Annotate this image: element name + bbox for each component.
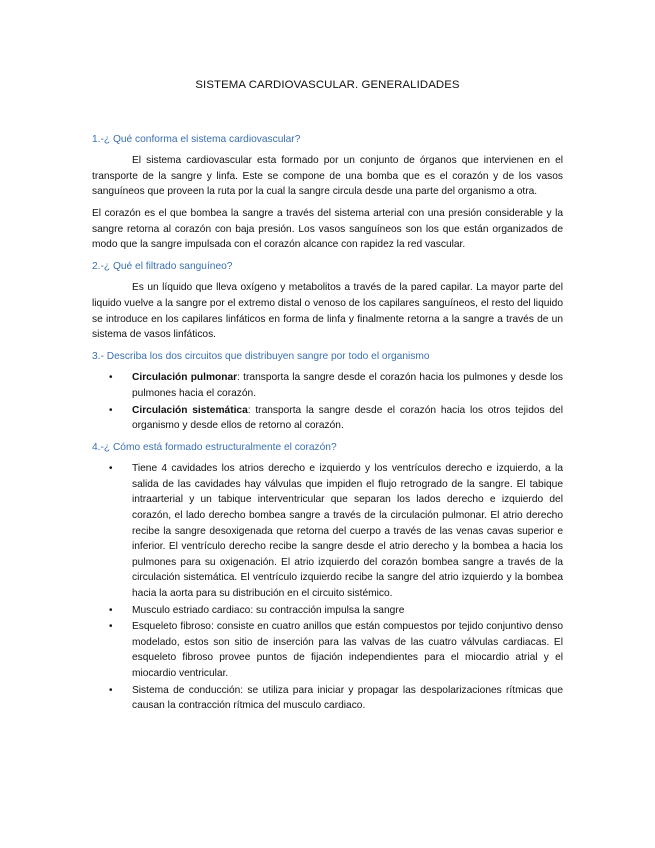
bullet-icon: • bbox=[109, 604, 113, 616]
list-item-text: Tiene 4 cavidades los atrios derecho e izquierdo y los ventrículos derecho e izquierdo, a la salida de las cavidades hay válvulas que impiden el flujo retrogrado de la sangre. El tabique intraarterial y un tabique interventricular que separan los lados derecho e izquierdo del corazón, el lado derecho bombea sangre a través de la circulación pulmonar. El atrio derecho recibe la sangre desoxigenada que retorna del cuerpo a través de las venas cavas superior e inferior. El ventrículo derecho recibe la sangre desde el atrio derecho y la bombea a hacia los pulmones para su oxigenación. El atrio izquierdo del corazón bombea sangre a través de la circulación sistemática. El ventrículo izquierdo recibe la sangre del atrio izquierdo y la bombea hacia la aorta para su distribución en el circuito sistémico. bbox=[132, 463, 563, 600]
list-item-text: Sistema de conducción: se utiliza para iniciar y propagar las despolarizaciones rítmicas que causan la contracción rítmica del musculo cardiaco. bbox=[132, 684, 563, 712]
bullet-icon: • bbox=[109, 621, 113, 633]
section-2-heading: 2.-¿ Qué el filtrado sanguíneo? bbox=[92, 260, 233, 272]
list-item-term: Circulación sistemática bbox=[132, 404, 248, 416]
section-1-paragraph-1: El sistema cardiovascular esta formado por un conjunto de órganos que intervienen en el transporte de la sangre y linfa. Este se compone de una bomba que es el corazón y de los vasos sanguíneos que proveen la ruta por la cual la sangre circula desde una parte del organismo a otra. bbox=[92, 155, 563, 198]
section-1-paragraph-2: El corazón es el que bombea la sangre a través del sistema arterial con una presión considerable y la sangre retorna al corazón con baja presión. Los vasos sanguíneos son los que están organizados de modo que la sangre impulsada con el corazón alcance con rapidez la red vascular. bbox=[92, 207, 563, 251]
document-title: SISTEMA CARDIOVASCULAR. GENERALIDADES bbox=[195, 79, 460, 91]
section-1 bbox=[92, 132, 563, 253]
bullet-icon: • bbox=[109, 684, 113, 696]
bullet-icon: • bbox=[109, 404, 113, 416]
list-item-text: : transporta la sangre desde el corazón hacia los otros tejidos del organismo y desde ellos de retorno al corazón. bbox=[132, 404, 563, 432]
list-item bbox=[92, 403, 563, 434]
list-item bbox=[92, 370, 563, 401]
section-4-heading: 4.-¿ Cómo está formado estructuralmente el corazón? bbox=[92, 441, 337, 453]
section-2-paragraph-1: Es un líquido que lleva oxígeno y metabolitos a través de la pared capilar. La mayor parte del liquido vuelve a la sangre por el extremo distal o venoso de los capilares sanguíneos, el resto del liquido se introduce en los capilares linfáticos en forma de linfa y finalmente retorna a la sangre a través de un sistema de vasos linfáticos. bbox=[92, 282, 563, 341]
section-1-heading: 1.-¿ Qué conforma el sistema cardiovascular? bbox=[92, 133, 301, 145]
bullet-icon: • bbox=[109, 463, 113, 475]
section-4-list bbox=[92, 461, 563, 714]
list-item bbox=[92, 683, 563, 714]
list-item-text: Esqueleto fibroso: consiste en cuatro anillos que están compuestos por tejido conjuntivo denso modelado, estos son sitio de inserción para las valvas de las cuatro válvulas cardiacas. El esqueleto fibroso provee puntos de fijación independientes para el miocardio atrial y el miocardio ventricular. bbox=[132, 621, 563, 679]
list-item bbox=[92, 619, 563, 681]
list-item-text: : transporta la sangre desde el corazón hacia los pulmones y desde los pulmones hacia el corazón. bbox=[132, 372, 563, 399]
section-3 bbox=[92, 349, 563, 434]
list-item bbox=[92, 461, 563, 601]
list-item-term: Circulación pulmonar bbox=[132, 372, 238, 384]
section-2 bbox=[92, 259, 563, 343]
section-4 bbox=[92, 440, 563, 714]
section-3-heading: 3.- Describa los dos circuitos que distribuyen sangre por todo el organismo bbox=[92, 350, 430, 362]
list-item-text: Musculo estriado cardiaco: su contracción impulsa la sangre bbox=[132, 604, 405, 616]
bullet-icon: • bbox=[109, 372, 113, 384]
list-item bbox=[92, 603, 563, 619]
section-3-list bbox=[92, 370, 563, 433]
